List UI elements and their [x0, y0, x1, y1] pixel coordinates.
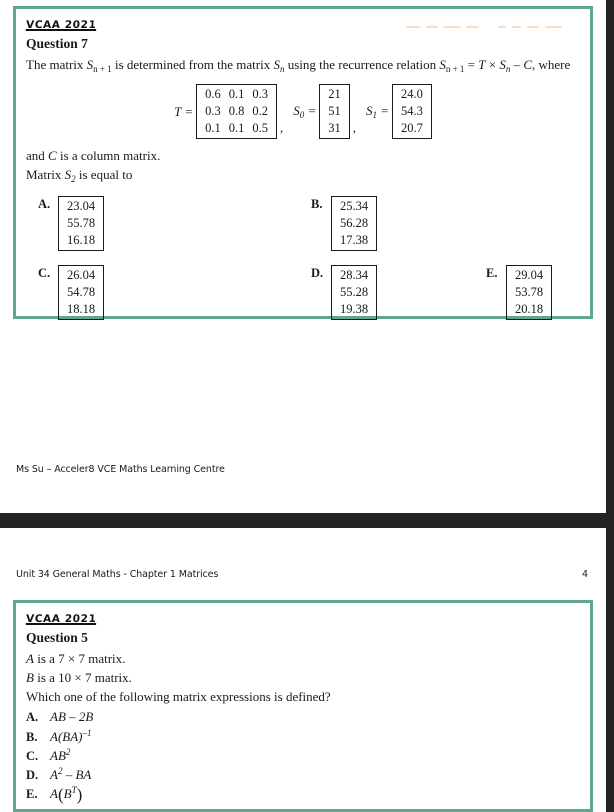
question-title: Question 5	[26, 630, 88, 645]
option-b-matrix	[331, 196, 377, 251]
matrix-cell: 25.34	[340, 199, 369, 213]
question-line-b	[26, 669, 580, 687]
matrix-cell: 54.78	[67, 285, 96, 299]
matrix-cell: 0.3	[205, 104, 221, 118]
matrix-cell: 0.6	[205, 87, 221, 101]
option-d[interactable]	[26, 766, 580, 785]
stem-var-T: T	[478, 57, 486, 72]
question-box-q7	[13, 6, 593, 319]
matrix-S1-grid	[397, 86, 427, 137]
option-d-letter: D.	[26, 768, 39, 782]
option-b-letter: B.	[26, 730, 38, 744]
line-a-var: A	[26, 651, 34, 666]
matrix-S0	[293, 84, 366, 139]
matrix-cell: 19.38	[340, 302, 369, 316]
matrix-T-bracket	[196, 84, 277, 139]
stem-times: ×	[485, 57, 500, 72]
option-a[interactable]	[26, 709, 580, 728]
stem-sub-sn: n	[279, 64, 285, 74]
option-e-letter: E.	[26, 787, 38, 801]
matrix-cell: 0.3	[252, 87, 268, 101]
option-b-letter: B.	[311, 197, 323, 211]
matrix-cell: 55.78	[67, 216, 96, 230]
matrix-cell: 21	[328, 87, 341, 101]
question-box-q5	[13, 600, 593, 812]
answer-options-q7	[26, 196, 580, 336]
option-c[interactable]	[26, 747, 580, 766]
matrix-S0-name: S	[293, 103, 300, 118]
matrix-cell: 31	[328, 121, 341, 135]
matrix-S0-label: $S_0$ =	[293, 103, 317, 120]
option-d-base: A	[50, 767, 58, 782]
matrix-S1	[366, 84, 432, 139]
option-d-letter: D.	[311, 266, 324, 280]
option-e[interactable]	[486, 265, 552, 320]
matrix-cell: 17.38	[340, 233, 369, 247]
option-e-inner-sup: T	[71, 785, 77, 795]
matrix-T	[174, 84, 293, 139]
option-e-inner: B	[63, 786, 72, 801]
matrix-cell: 0.1	[228, 87, 245, 101]
line-c-var: C	[48, 148, 57, 163]
option-d-tail: – BA	[62, 767, 92, 782]
stem-text-3: using the recurrence relation	[284, 57, 440, 72]
option-e-paren-close: )	[76, 785, 83, 804]
option-c-matrix	[58, 265, 104, 320]
option-c-base: AB	[50, 748, 66, 763]
line-b-text: is a 10 × 7 matrix.	[33, 670, 132, 685]
right-edge-rail	[606, 0, 614, 812]
matrix-cell: 18.18	[67, 302, 96, 316]
matrix-S0-grid	[324, 86, 345, 137]
line-c-post: is a column matrix.	[56, 148, 161, 163]
matrix-T-label: T =	[174, 103, 194, 119]
option-b[interactable]	[311, 196, 377, 251]
matrix-S1-label: $S_1$ =	[366, 103, 390, 120]
option-b[interactable]	[26, 728, 580, 747]
matrix-T-grid	[201, 86, 272, 137]
page-bottom	[0, 528, 614, 812]
matrix-cell: 0.2	[252, 104, 268, 118]
option-b-sup: –1	[82, 728, 92, 738]
matrix-T-name: T	[174, 103, 182, 119]
matrix-cell: 54.3	[401, 104, 423, 118]
stem-sub-snp1-a: n + 1	[93, 64, 112, 74]
stem-sub-snp1-b: n + 1	[445, 64, 465, 74]
source-tag: VCAA 2021	[25, 19, 97, 31]
matrix-cell: 51	[328, 104, 341, 118]
matrix-cell: 24.0	[401, 87, 423, 101]
option-a-letter: A.	[38, 197, 51, 211]
option-e-letter: E.	[486, 266, 498, 280]
line-ask-var: S	[64, 167, 72, 182]
option-a[interactable]	[38, 196, 104, 251]
stem-text-2: is determined from the matrix	[111, 57, 274, 72]
answer-options-q5	[26, 709, 580, 804]
option-c[interactable]	[38, 265, 104, 320]
question-line-ask	[26, 166, 580, 188]
matrix-S0-bracket	[319, 84, 350, 139]
option-e-expression	[50, 785, 82, 805]
matrix-cell: 0.5	[252, 121, 268, 135]
stem-var-sn: S	[273, 57, 280, 72]
stem-var-snp1-b: S	[439, 57, 446, 72]
matrix-cell: 29.04	[515, 268, 544, 282]
option-a-expression: AB – 2B	[50, 709, 94, 724]
option-d-matrix	[331, 265, 377, 320]
option-d[interactable]	[311, 265, 377, 320]
question-title: Question 7	[26, 36, 88, 51]
option-c-letter: C.	[26, 749, 39, 763]
line-ask-pre: Matrix	[26, 167, 65, 182]
stem-var-C: C	[523, 57, 532, 72]
matrix-cell: 16.18	[67, 233, 96, 247]
running-head	[16, 569, 588, 580]
option-b-expression	[50, 728, 91, 745]
matrix-cell: 23.04	[67, 199, 96, 213]
line-b-var: B	[26, 670, 34, 685]
option-a-matrix	[58, 196, 104, 251]
page-separator-band	[0, 513, 614, 528]
line-c-pre: and	[26, 148, 49, 163]
stem-sub-sn-b: n	[505, 64, 511, 74]
matrix-cell: 55.28	[340, 285, 369, 299]
matrix-cell: 0.1	[228, 121, 245, 135]
option-b-base: A(BA)	[50, 729, 83, 744]
given-matrices	[26, 84, 580, 139]
line-ask-sub: 2	[71, 174, 76, 184]
question-stem	[26, 56, 580, 78]
matrix-cell: 28.34	[340, 268, 369, 282]
option-e-matrix	[506, 265, 552, 320]
option-e-base: A	[50, 786, 58, 801]
stem-var-sn-b: S	[499, 57, 506, 72]
matrix-separator-1: ,	[279, 120, 284, 135]
stem-equals: =	[464, 57, 479, 72]
stem-minus: –	[510, 57, 524, 72]
line-ask-post: is equal to	[75, 167, 133, 182]
line-a-text: is a 7 × 7 matrix.	[33, 651, 126, 666]
question-line-a	[26, 650, 580, 668]
matrix-S0-sub: 0	[299, 110, 305, 120]
page-number: 4	[582, 569, 588, 580]
matrix-cell: 0.1	[205, 121, 221, 135]
matrix-separator-2: ,	[352, 120, 357, 135]
matrix-cell: 0.8	[228, 104, 245, 118]
matrix-cell: 26.04	[67, 268, 96, 282]
option-a-letter: A.	[26, 710, 39, 724]
stem-text-1: The matrix	[26, 57, 87, 72]
question-line-c	[26, 147, 580, 165]
option-d-sup: 2	[57, 766, 63, 776]
matrix-S1-sub: 1	[372, 110, 378, 120]
matrix-S1-name: S	[366, 103, 373, 118]
matrix-cell: 20.7	[401, 121, 423, 135]
matrix-cell: 56.28	[340, 216, 369, 230]
option-e-paren-open: (	[57, 785, 64, 804]
stem-var-snp1-a: S	[86, 57, 94, 72]
footer-note: Ms Su – Acceler8 VCE Maths Learning Centre	[16, 464, 225, 475]
option-c-expression	[50, 747, 70, 764]
matrix-S1-bracket	[392, 84, 432, 139]
option-c-sup: 2	[65, 747, 71, 757]
running-head-title: Unit 34 General Maths - Chapter 1 Matrices	[16, 569, 219, 580]
highlighter-marks	[406, 23, 576, 31]
option-c-letter: C.	[38, 266, 51, 280]
option-e[interactable]	[26, 785, 580, 804]
question-line-ask: Which one of the following matrix expressions is defined?	[26, 689, 331, 704]
stem-text-5: , where	[532, 57, 571, 72]
matrix-cell: 53.78	[515, 285, 544, 299]
source-tag: VCAA 2021	[25, 613, 97, 625]
option-d-expression	[50, 766, 91, 783]
matrix-cell: 20.18	[515, 302, 544, 316]
